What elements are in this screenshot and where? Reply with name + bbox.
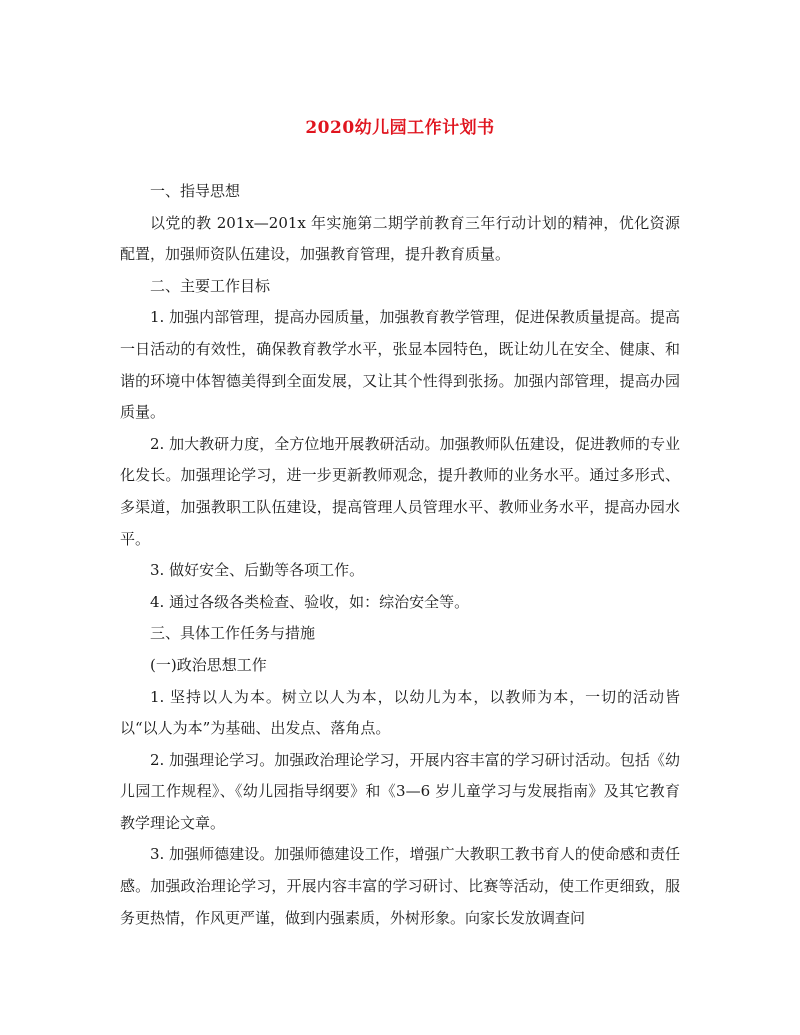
paragraph-guiding-thought: 以党的教 201x—201x 年实施第二期学前教育三年行动计划的精神，优化资源配置，加强师资队伍建设，加强教育管理，提升教育质量。 bbox=[120, 213, 680, 264]
document-body bbox=[120, 176, 680, 934]
section-heading-tasks-measures: 三、具体工作任务与措施 bbox=[150, 624, 316, 643]
goal-item-2: 2. 加大教研力度，全方位地开展教研活动。加强教师队伍建设，促进教师的专业化发长。加强理论学习，进一步更新教师观念，提升教师的业务水平。通过多形式、多渠道，加强教职工队伍建设，提高管理人员管理水平、教师业务水平，提高办园水平。 bbox=[120, 434, 680, 548]
section-heading-main-goals: 二、主要工作目标 bbox=[150, 276, 271, 295]
goal-item-3: 3. 做好安全、后勤等各项工作。 bbox=[150, 561, 365, 580]
document-title: 2020幼儿园工作计划书 bbox=[305, 118, 495, 138]
measure-item-3: 3. 加强师德建设。加强师德建设工作，增强广大教职工教书育人的使命感和责任感。加强政治理论学习，开展内容丰富的学习研讨、比赛等活动，使工作更细致，服务更热情，作风更严谨，做到内强素质，外树形象。向家长发放调查问 bbox=[120, 845, 680, 927]
measure-item-1: 1. 坚持以人为本。树立以人为本，以幼儿为本，以教师为本，一切的活动皆以“以人为本”为基础、出发点、落角点。 bbox=[120, 687, 680, 738]
measure-item-2: 2. 加强理论学习。加强政治理论学习，开展内容丰富的学习研讨活动。包括《幼儿园工作规程》、《幼儿园指导纲要》和《3—6 岁儿童学习与发展指南》及其它教育教学理论文章。 bbox=[120, 750, 680, 832]
goal-item-1: 1. 加强内部管理，提高办园质量，加强教育教学管理，促进保教质量提高。提高一日活动的有效性，确保教育教学水平，张显本园特色，既让幼儿在安全、健康、和谐的环境中体智德美得到全面发展，又让其个性得到张扬。加强内部管理，提高办园质量。 bbox=[120, 308, 680, 422]
section-heading-guiding-thought: 一、指导思想 bbox=[150, 182, 241, 200]
goal-item-4: 4. 通过各级各类检查、验收，如：综治安全等。 bbox=[150, 592, 470, 611]
subsection-heading-political-work: (一)政治思想工作 bbox=[150, 655, 267, 674]
